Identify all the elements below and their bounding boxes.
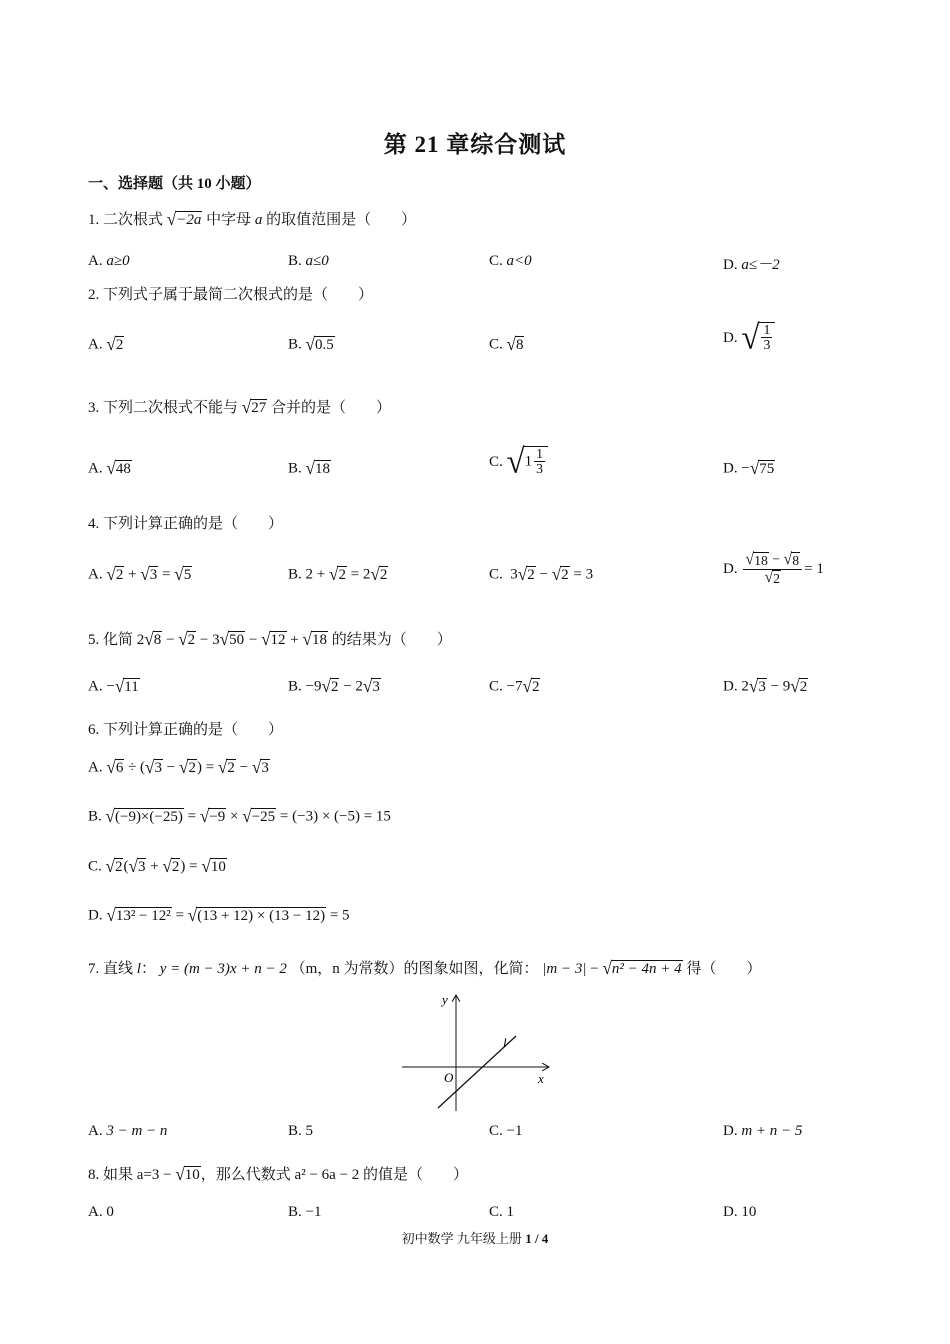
question-1: 1. 二次根式 √ −2a 中字母 a 的取值范围是（ ） [88,209,417,230]
line-label: l [503,1035,507,1050]
q6-option-d[interactable]: D. √ 13² − 12² = √ (13 + 12) × (13 − 12) = 5 [88,905,350,926]
q7-option-b[interactable]: B. 5 [288,1123,314,1139]
page-title: 第 21 章综合测试 [383,132,567,157]
q3-option-a[interactable]: A. √ 48 [88,458,131,479]
q1-option-c[interactable]: C. a<0 [489,253,532,269]
q5-option-d[interactable]: D. 2 √ 3 − 9 √ 2 [723,676,808,697]
question-8: 8. 如果 a=3 − √ 10 ，那么代数式 a² − 6a − 2 的值是（ ） [88,1164,469,1185]
q4-option-c[interactable]: C. 3 √ 2 − √ 2 = 3 [489,564,594,585]
radical: √ −2a [166,209,202,230]
q1-option-d[interactable]: D. a≤－2 [723,257,780,273]
y-axis-label: y [442,992,448,1007]
q5-option-c[interactable]: C. −7 √ 2 [489,676,540,697]
q2-option-c[interactable]: C. √ 8 [489,334,524,355]
page-footer: 初中数学 九年级上册 1 / 4 [401,1231,549,1246]
question-3: 3. 下列二次根式不能与 √ 27 合并的是（ ） [88,397,391,418]
question-4: 4. 下列计算正确的是（ ） [88,516,284,532]
q8-option-d[interactable]: D. 10 [723,1204,757,1220]
q1-option-a[interactable]: A. a≥0 [88,253,130,269]
q5-option-a[interactable]: A. − √ 11 [88,676,139,697]
q2-option-a[interactable]: A. √ 2 [88,334,124,355]
page-number: 1 / 4 [525,1231,549,1246]
question-7: 7. 直线 l： y = (m − 3)x + n − 2 （m，n 为常数）的图象如图，化简： |m − 3| − √ n² − 4n + 4 得（ ） [88,958,762,979]
q1-text: 1. 二次根式 [88,212,164,228]
q6-option-c[interactable]: C. √ 2 ( √ 3 + √ 2 ) = √ 10 [88,856,226,877]
q6-option-b[interactable]: B. √ (−9)×(−25) = √ −9 × √ −25 = (−3) × (−5) = 15 [88,806,391,827]
q5-option-b[interactable]: B. −9 √ 2 − 2 √ 3 [288,676,380,697]
q8-option-c[interactable]: C. 1 [489,1204,515,1220]
q7-graph [398,990,558,1112]
q3-option-d[interactable]: D. − √ 75 [723,458,775,479]
q8-option-a[interactable]: A. 0 [88,1204,114,1220]
q2-option-d[interactable]: D. √ $\frac{1}{3}$ [723,322,775,355]
q1-option-b[interactable]: B. a≤0 [288,253,329,269]
x-axis-label: x [538,1071,544,1086]
q3-option-b[interactable]: B. √ 18 [288,458,330,479]
question-2: 2. 下列式子属于最简二次根式的是（ ） [88,287,374,303]
q7-option-d[interactable]: D. m + n − 5 [723,1123,803,1139]
q4-option-d[interactable]: D. √ 18 − √ 8 √ 2 = 1 [723,550,824,587]
origin-label: O [444,1070,454,1085]
question-5: 5. 化简 2 √ 8 − √ 2 − 3 √ 50 − √ 12 + √ 18 的结果为（ ） [88,629,452,650]
q7-option-c[interactable]: C. −1 [489,1123,523,1139]
q7-option-a[interactable]: A. 3 − m − n [88,1123,168,1139]
section-heading: 一、选择题（共 10 小题） [88,176,261,192]
question-6: 6. 下列计算正确的是（ ） [88,722,284,738]
q2-option-b[interactable]: B. √ 0.5 [288,334,334,355]
q3-option-c[interactable]: C. √ 1 $\frac{1}{3}$ [489,446,548,479]
q6-option-a[interactable]: A. √ 6 ÷ ( √ 3 − √ 2 ) = √ 2 − √ 3 [88,757,269,778]
q4-option-b[interactable]: B. 2 + √ 2 = 2 √ 2 [288,564,388,585]
q4-option-a[interactable]: A. √ 2 + √ 3 = √ 5 [88,564,192,585]
q8-option-b[interactable]: B. −1 [288,1204,322,1220]
